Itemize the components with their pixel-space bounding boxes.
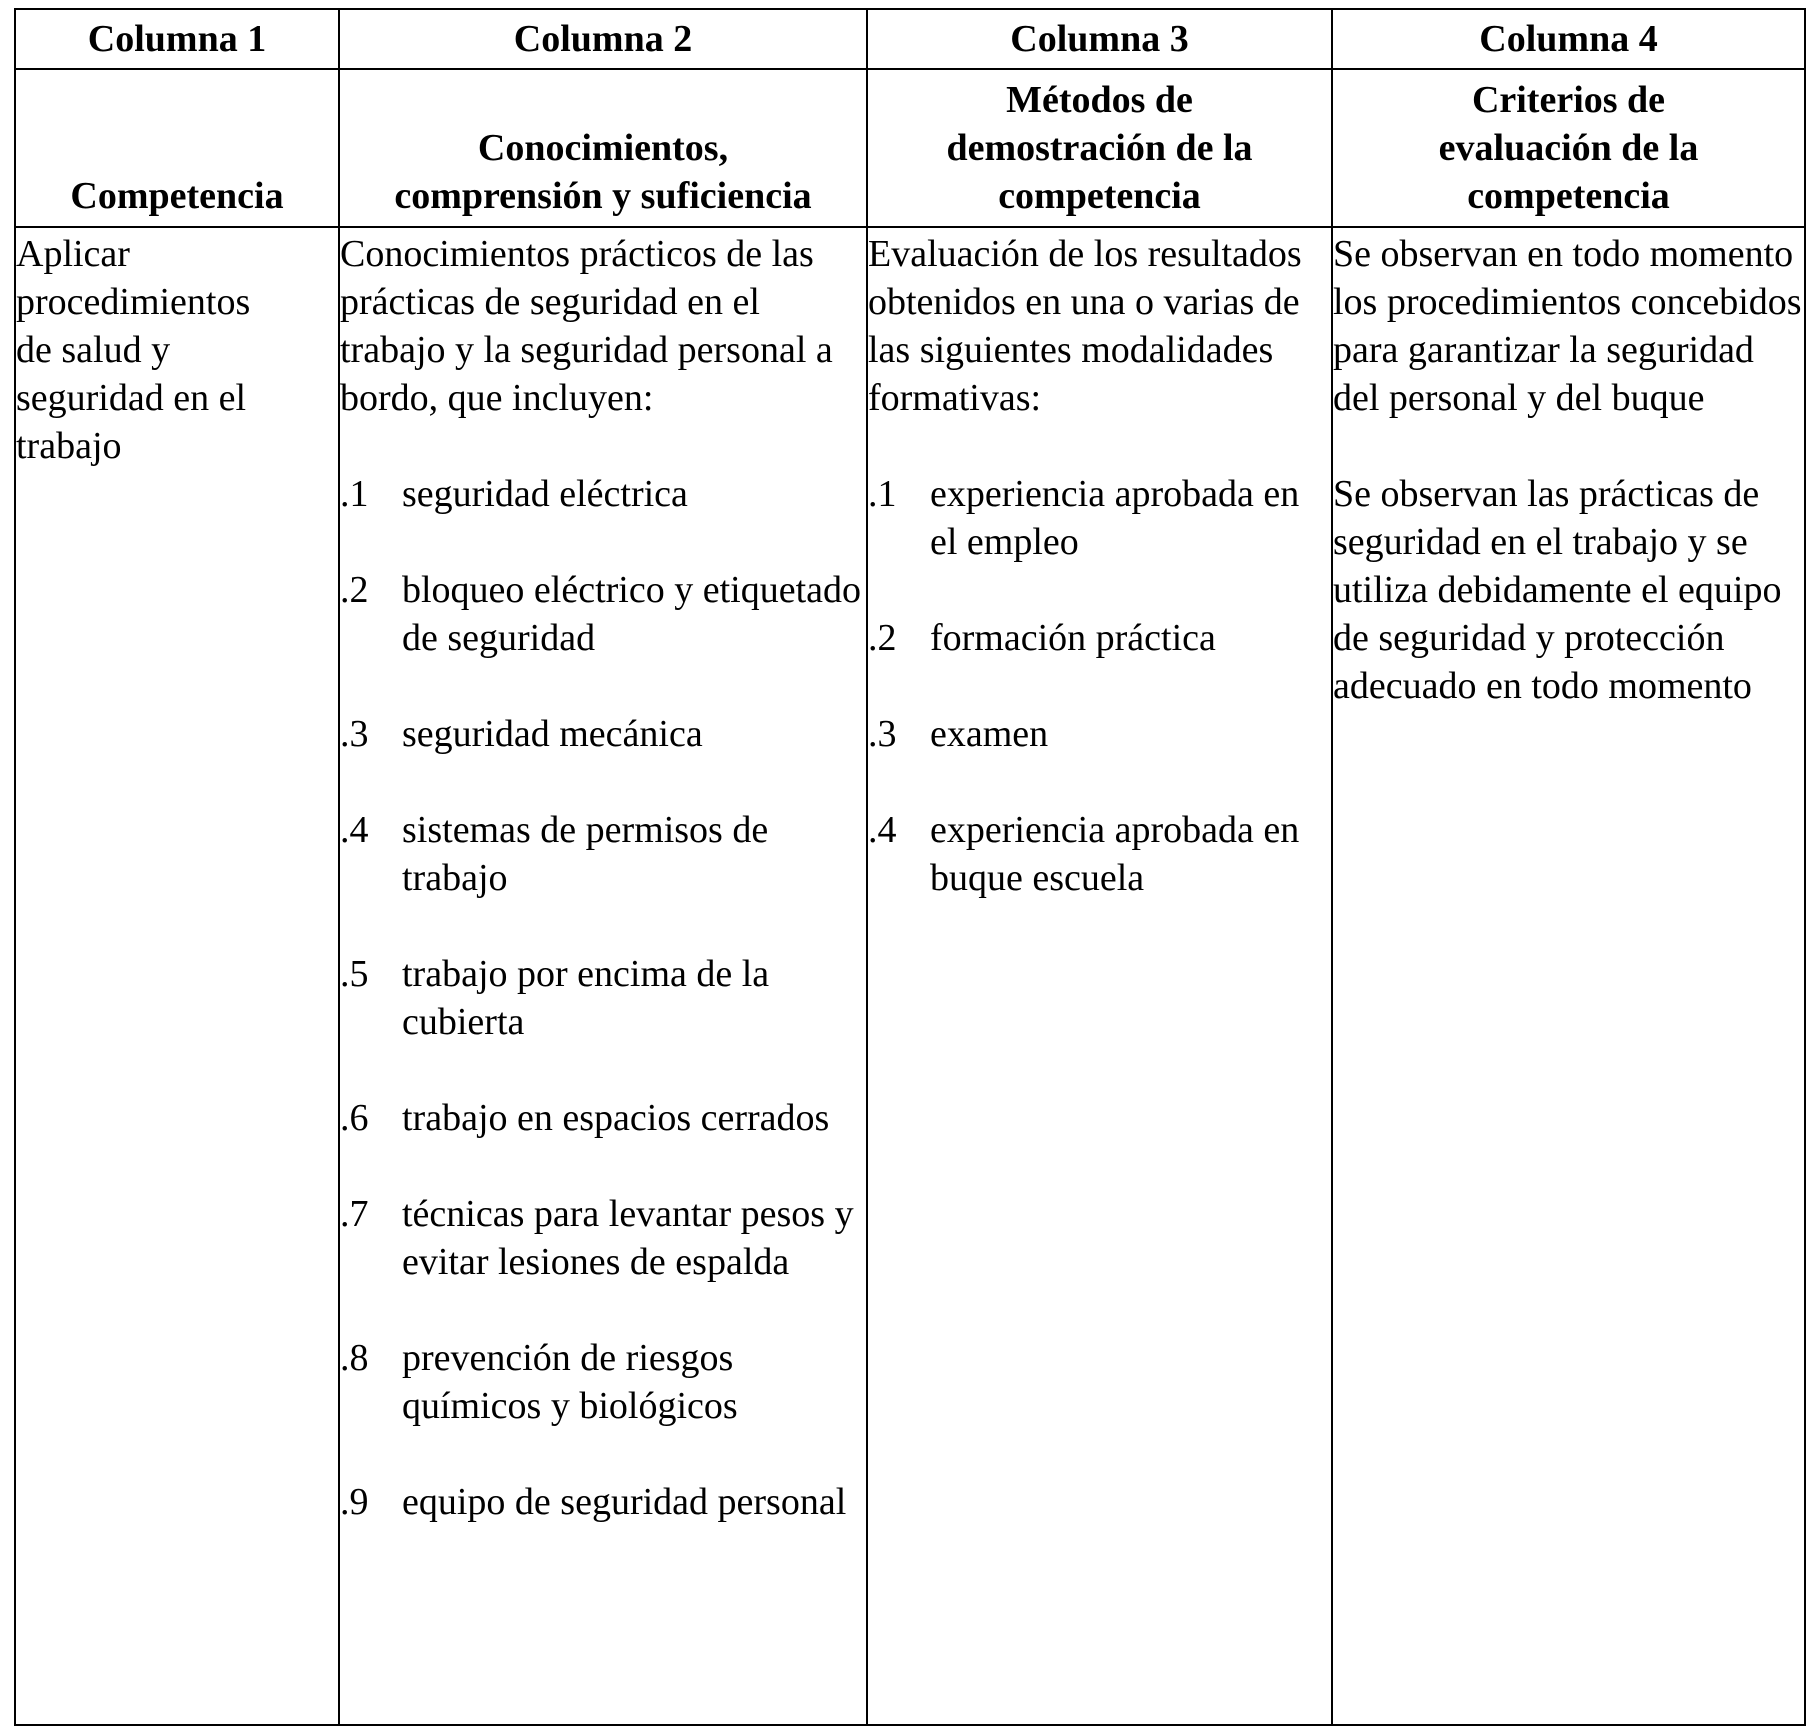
header-conocimientos-label: Conocimientos, comprensión y suficiencia bbox=[394, 127, 812, 217]
list-item-text: formación práctica bbox=[930, 617, 1216, 659]
column-number-row bbox=[15, 9, 1805, 69]
list-item-number: .3 bbox=[868, 713, 897, 755]
list-item bbox=[340, 1478, 866, 1526]
header-conocimientos bbox=[339, 69, 867, 227]
list-item bbox=[868, 806, 1331, 902]
competencia-text: Aplicar procedimientos de salud y seguridad en el trabajo bbox=[16, 233, 251, 467]
column-number-4: Columna 4 bbox=[1332, 9, 1805, 69]
competencia-cell bbox=[15, 227, 339, 1725]
list-item-number: .2 bbox=[868, 617, 897, 659]
list-item bbox=[340, 1094, 866, 1142]
list-item bbox=[868, 470, 1331, 566]
list-item-text: examen bbox=[930, 713, 1049, 755]
list-item bbox=[340, 710, 866, 758]
content-row bbox=[15, 227, 1805, 1725]
list-item-text: experiencia aprobada en el empleo bbox=[930, 473, 1300, 563]
list-item-number: .9 bbox=[340, 1481, 369, 1523]
list-item-number: .6 bbox=[340, 1097, 369, 1139]
list-item-number: .7 bbox=[340, 1193, 369, 1235]
conocimientos-cell bbox=[339, 227, 867, 1725]
criterio-paragraph: Se observan en todo momento los procedimientos concebidos para garantizar la seguridad del personal y del buque bbox=[1333, 233, 1802, 419]
list-item-number: .8 bbox=[340, 1337, 369, 1379]
document-page bbox=[14, 8, 1804, 1726]
header-metodos-label: Métodos de demostración de la competencia bbox=[946, 79, 1253, 217]
metodos-cell bbox=[867, 227, 1332, 1725]
list-item-text: equipo de seguridad personal bbox=[402, 1481, 847, 1523]
header-competencia bbox=[15, 69, 339, 227]
list-item-text: sistemas de permisos de trabajo bbox=[402, 809, 769, 899]
list-item-number: .2 bbox=[340, 569, 369, 611]
list-item-text: seguridad eléctrica bbox=[402, 473, 688, 515]
list-item bbox=[868, 614, 1331, 662]
column-number-2: Columna 2 bbox=[339, 9, 867, 69]
list-item-number: .1 bbox=[868, 473, 897, 515]
list-item bbox=[340, 566, 866, 662]
list-item bbox=[340, 806, 866, 902]
list-item bbox=[340, 470, 866, 518]
list-item bbox=[340, 1334, 866, 1430]
list-item bbox=[868, 710, 1331, 758]
competence-table bbox=[14, 8, 1806, 1726]
list-item-text: bloqueo eléctrico y etiquetado de seguridad bbox=[402, 569, 861, 659]
list-item-number: .1 bbox=[340, 473, 369, 515]
header-row bbox=[15, 69, 1805, 227]
list-item bbox=[340, 950, 866, 1046]
list-item-text: prevención de riesgos químicos y biológicos bbox=[402, 1337, 738, 1427]
list-item-number: .5 bbox=[340, 953, 369, 995]
list-item-text: trabajo por encima de la cubierta bbox=[402, 953, 770, 1043]
list-item-text: técnicas para levantar pesos y evitar lesiones de espalda bbox=[402, 1193, 854, 1283]
criterio-paragraph: Se observan las prácticas de seguridad en el trabajo y se utiliza debidamente el equipo de seguridad y protección adecuado en todo momento bbox=[1333, 473, 1782, 707]
list-item-text: trabajo en espacios cerrados bbox=[402, 1097, 830, 1139]
criterios-cell bbox=[1332, 227, 1805, 1725]
header-criterios-label: Criterios de evaluación de la competencia bbox=[1438, 79, 1699, 217]
list-item-text: experiencia aprobada en buque escuela bbox=[930, 809, 1300, 899]
header-competencia-label: Competencia bbox=[70, 175, 284, 217]
list-item-number: .4 bbox=[868, 809, 897, 851]
list-item-number: .3 bbox=[340, 713, 369, 755]
metodos-list bbox=[868, 470, 1331, 902]
column-number-1: Columna 1 bbox=[15, 9, 339, 69]
header-criterios bbox=[1332, 69, 1805, 227]
column-number-3: Columna 3 bbox=[867, 9, 1332, 69]
list-item bbox=[340, 1190, 866, 1286]
conocimientos-intro: Conocimientos prácticos de las prácticas de seguridad en el trabajo y la seguridad personal a bordo, que incluyen: bbox=[340, 233, 833, 419]
metodos-intro: Evaluación de los resultados obtenidos en una o varias de las siguientes modalidades formativas: bbox=[868, 233, 1302, 419]
list-item-number: .4 bbox=[340, 809, 369, 851]
header-metodos bbox=[867, 69, 1332, 227]
list-item-text: seguridad mecánica bbox=[402, 713, 703, 755]
conocimientos-list bbox=[340, 470, 866, 1526]
